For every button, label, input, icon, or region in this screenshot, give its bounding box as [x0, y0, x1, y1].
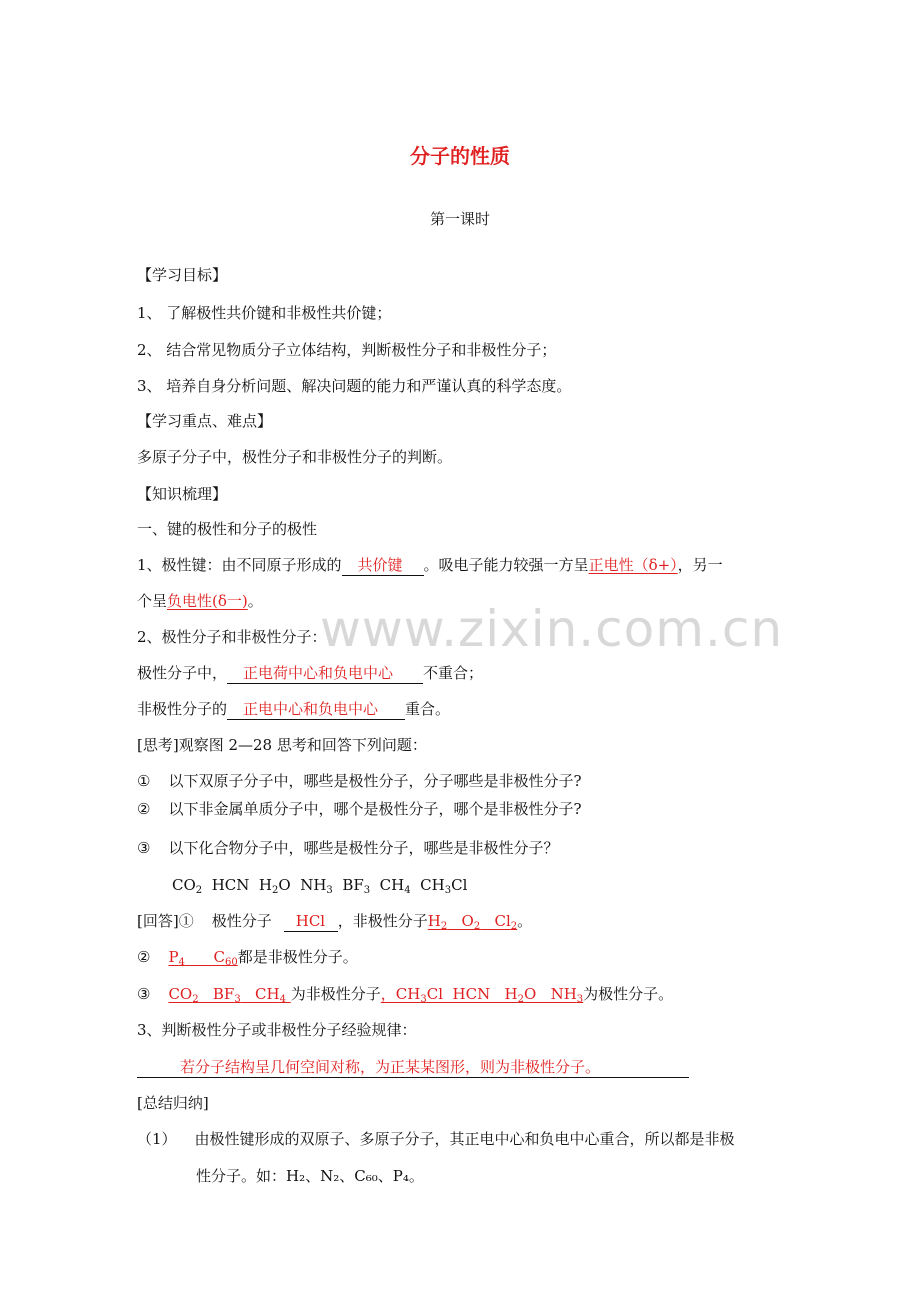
answer-prefix: [回答]① — [137, 912, 194, 930]
answer-hcl: HCl — [295, 912, 326, 930]
polar-molecule-line1-suffix: 不重合； — [423, 664, 484, 682]
rule-line — [137, 1057, 689, 1078]
summary-item-line2: 性分子。如：H₂、N₂、C₆₀、P₄。 — [196, 1167, 424, 1185]
polar-molecule-answer2: 正电中心和负电中心 — [243, 700, 379, 718]
answer-blank — [284, 911, 338, 932]
think-question-3 — [137, 838, 558, 858]
page-title: 分子的性质 — [410, 144, 510, 168]
polar-molecule-blank1 — [227, 663, 423, 684]
answer-label: 极性分子 — [211, 912, 272, 930]
answer-marker: ② — [137, 948, 151, 966]
answer-marker: ③ — [137, 985, 151, 1003]
rule-text: 若分子结构呈几何空间对称，为正某某图形，则为非极性分子。 — [180, 1058, 601, 1076]
answer3-suffix: 为极性分子。 — [583, 985, 674, 1003]
polar-bond-line1 — [137, 555, 723, 576]
think-question-2 — [137, 799, 582, 819]
summary-heading: [总结归纳] — [137, 1094, 209, 1112]
polar-bond-mid: 。吸电子能力较强一方呈 — [423, 556, 589, 574]
polar-molecule-line2-suffix: 重合。 — [405, 700, 451, 718]
polar-molecule-heading: 2、极性分子和非极性分子： — [137, 628, 327, 646]
answer-suffix: 。 — [517, 912, 533, 930]
question-marker: ③ — [137, 839, 151, 857]
rule-heading: 3、判断极性分子或非极性分子经验规律： — [137, 1021, 417, 1039]
objective-item: 2、 结合常见物质分子立体结构，判断极性分子和非极性分子； — [137, 341, 557, 359]
polar-bond-answer2: 正电性（δ+） — [588, 556, 678, 574]
rule-blank — [137, 1057, 689, 1078]
summary-item-line1 — [137, 1129, 735, 1149]
summary-item-text: 由极性键形成的双原子、多原子分子，其正电中心和负电中心重合，所以都是非极 — [194, 1130, 735, 1148]
answer-polar-compounds: ，$CH_3Cl$ HCN $H_2O$ $NH_3$ — [380, 985, 584, 1005]
answer2-suffix: 都是非极性分子。 — [237, 948, 358, 966]
key-points-heading: 【学习重点、难点】 — [137, 412, 273, 430]
polar-bond-line2 — [137, 591, 263, 611]
polar-molecule-line1 — [137, 663, 483, 684]
think-question-1 — [137, 771, 582, 791]
answer-2 — [137, 947, 358, 967]
polar-bond-answer3: 负电性(δ一) — [167, 592, 248, 610]
answer-3 — [137, 984, 673, 1004]
polar-bond-suffix: ，另一 — [677, 556, 723, 574]
answer3-mid: 为非极性分子 — [290, 985, 381, 1003]
polar-molecule-answer1: 正电荷中心和负电中心 — [243, 664, 394, 682]
polar-molecule-line2-prefix: 非极性分子的 — [137, 700, 228, 718]
question-text: 以下化合物分子中，哪些是极性分子，哪些是非极性分子？ — [168, 839, 559, 857]
answer-1 — [137, 911, 532, 932]
question-marker: ① — [137, 772, 151, 790]
question-marker: ② — [137, 800, 151, 818]
objectives-heading: 【学习目标】 — [137, 266, 228, 284]
answer-nonpolar-list: $H_2$ $O_2$ $Cl_2$ — [427, 912, 518, 932]
polar-bond-blank1 — [342, 555, 424, 576]
polar-bond-line2-prefix: 个呈 — [137, 592, 168, 610]
summary-item-marker: （1） — [137, 1130, 177, 1148]
page-subtitle: 第一课时 — [429, 210, 490, 228]
question-text: 以下双原子分子中，哪些是极性分子，分子哪些是非极性分子? — [168, 772, 582, 790]
think-heading: [思考]观察图 2—28 思考和回答下列问题： — [137, 736, 427, 754]
compound-list: $CO_2$ HCN $H_2O$ $NH_3$ $BF_3$ $CH_4$ $CH_3Cl$ — [172, 876, 468, 896]
key-points-text: 多原子分子中，极性分子和非极性分子的判断。 — [137, 448, 453, 466]
polar-molecule-line1-prefix: 极性分子中， — [137, 664, 228, 682]
answer-nonpolar-compounds: $CO_2$ $BF_3$ $CH_4$ — [168, 985, 286, 1005]
knowledge-heading: 【知识梳理】 — [137, 485, 228, 503]
answer-p4-c60: $P_4$ $C_{60}$ — [168, 948, 238, 968]
polar-molecule-line2 — [137, 699, 450, 720]
objective-item: 3、 培养自身分析问题、解决问题的能力和严谨认真的科学态度。 — [137, 377, 572, 395]
part1-heading: 一、键的极性和分子的极性 — [137, 520, 318, 538]
answer-mid: ，非极性分子 — [337, 912, 428, 930]
question-text: 以下非金属单质分子中，哪个是极性分子，哪个是非极性分子? — [168, 800, 582, 818]
polar-bond-line2-suffix: 。 — [247, 592, 263, 610]
watermark-text: www.zixin.com.cn — [320, 600, 784, 658]
polar-bond-answer1: 共价键 — [357, 556, 403, 574]
polar-bond-prefix: 1、极性键：由不同原子形成的 — [137, 556, 342, 574]
polar-molecule-blank2 — [227, 699, 405, 720]
objective-item: 1、 了解极性共价键和非极性共价键； — [137, 304, 392, 322]
